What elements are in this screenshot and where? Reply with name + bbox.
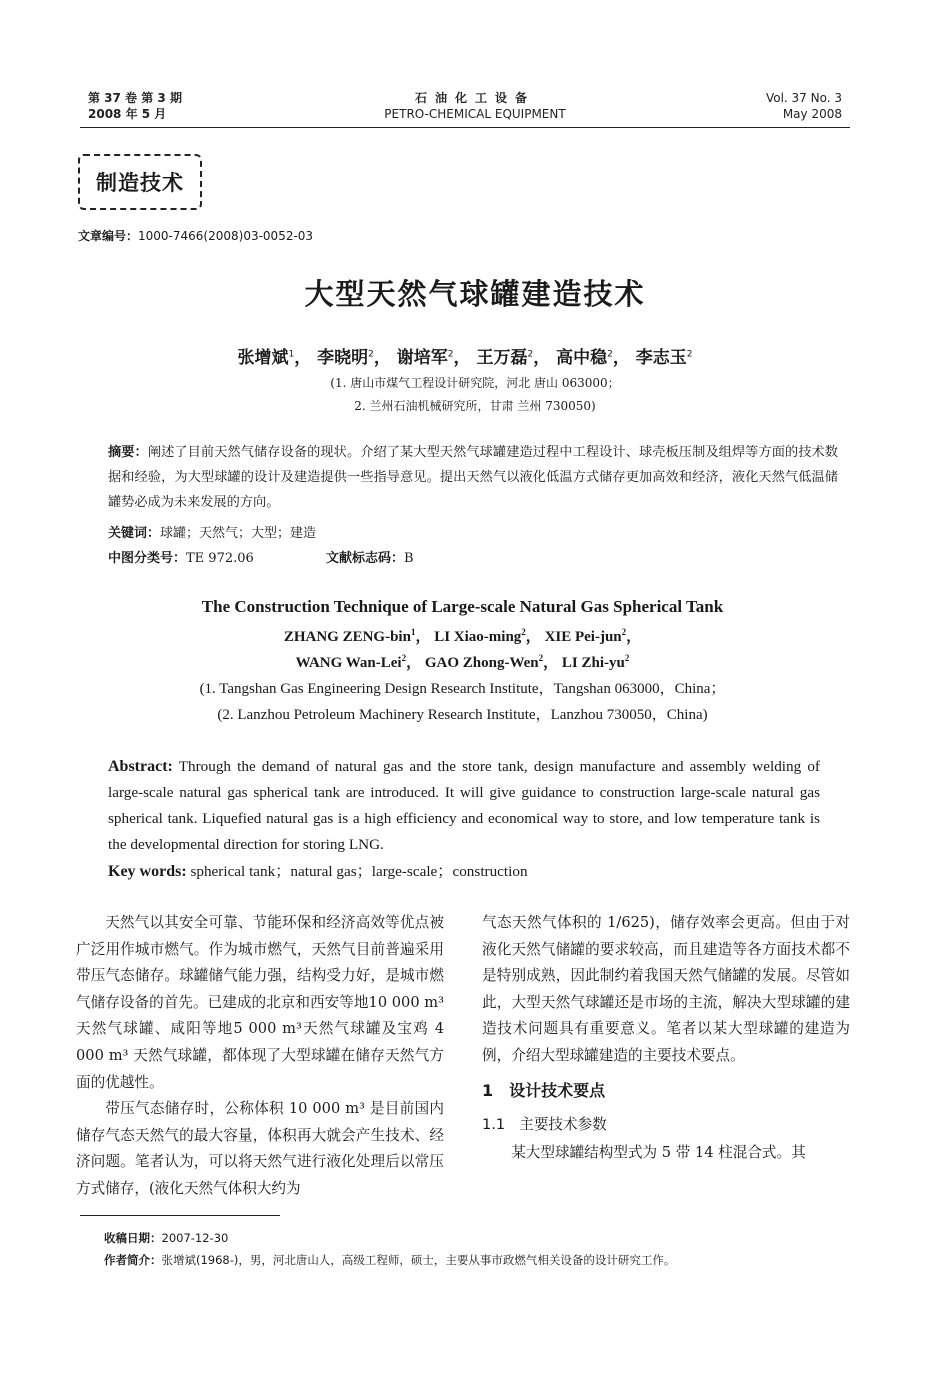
received-label: 收稿日期： <box>104 1231 162 1245</box>
abstract-cn-text: 阐述了目前天然气储存设备的现状。介绍了某大型天然气球罐建造过程中工程设计、球壳板压制及组焊等方面的技术数据和经验，为大型球罐的设计及建造提供一些指导意见。提出天然气以液化低温方式储存更加高效和经济，液化天然气低温储罐势必成为未来发展的方向。 <box>108 445 839 510</box>
abstract-en <box>108 754 820 858</box>
affiliation-cn-2: 2. 兰州石油机械研究所，甘肃 兰州 730050) <box>354 399 596 413</box>
author-bio-value: 张增斌(1968-)，男，河北唐山人，高级工程师，硕士，主要从事市政燃气相关设备的设计研究工作。 <box>161 1253 676 1267</box>
keywords-cn-text: 球罐；天然气；大型；建造 <box>160 526 317 541</box>
author-name-en: ZHANG ZENG-bin <box>283 629 411 645</box>
header-rule <box>80 127 850 128</box>
subsection-number: 1.1 <box>482 1115 506 1133</box>
issue-info-en <box>766 90 842 122</box>
section-title: 设计技术要点 <box>509 1080 606 1100</box>
received-value: 2007-12-30 <box>161 1231 229 1245</box>
authors-en-line-2: WANG Wan-Lei$^2$， GAO Zhong-Wen$^2$， LI Zhi-$yu^2$ <box>295 653 630 671</box>
journal-name-en: PETRO-CHEMICAL EQUIPMENT <box>384 107 566 121</box>
author-name-en: LI Xiao-ming <box>434 629 522 645</box>
author-name: 张增斌 <box>237 348 289 368</box>
body-column-right <box>482 910 850 1166</box>
abstract-cn <box>108 440 838 515</box>
author-sup: 2 <box>447 349 454 360</box>
author-sup: 2 <box>607 349 613 360</box>
clc-value: TE 972.06 <box>186 551 254 566</box>
body-paragraph: 某大型球罐结构型式为 5 带 14 柱混合式。其 <box>511 1143 806 1161</box>
section-heading <box>482 1076 850 1106</box>
clc-label: 中图分类号： <box>108 551 187 566</box>
section-number: 1 <box>482 1080 494 1100</box>
title-cn: 大型天然气球罐建造技术 <box>304 277 646 311</box>
doc-code-value: B <box>403 551 414 566</box>
publish-date-en: May 2008 <box>782 107 842 121</box>
author-name-en: XIE Pei-jun <box>544 629 622 645</box>
author-bio <box>104 1252 675 1268</box>
issue-info <box>88 90 182 122</box>
journal-name-cn: 石油化工设备 <box>414 91 535 105</box>
author-name: 高中稳 <box>556 348 608 368</box>
author-sup-en: 2 <box>621 627 627 637</box>
author-name: 李晓明 <box>317 348 369 368</box>
article-number <box>78 227 313 244</box>
author-sup-en: 1 <box>410 627 416 637</box>
publish-date: 2008 年 5 月 <box>88 107 167 121</box>
article-number-label: 文章编号： <box>78 229 139 243</box>
keywords-en <box>108 860 528 881</box>
volume-issue: 第 37 卷 第 3 期 <box>88 91 182 105</box>
author-sup: 2 <box>368 349 374 360</box>
author-sup: 1 <box>288 349 295 360</box>
abstract-en-label: Abstract: <box>108 758 173 775</box>
affiliation-cn-1: (1. 唐山市煤气工程设计研究院，河北 唐山 063000； <box>330 376 620 390</box>
abstract-en-text: Through the demand of natural gas and the store tank, design manufacture and assembly welding of large-scale natural gas spherical tank are introduced. It will give guidance to construction large-scale natural gas spherical tank. Liquefied natural gas is a high efficiency and economical way to store, and low temperature tank is the developmental direction for storing LNG. <box>108 758 820 853</box>
body-paragraph: 带压气态储存时，公称体积 10 000 m³ 是目前国内储存气态天然气的最大容量，体积再大就会产生技术、经济问题。笔者认为，可以将天然气进行液化处理后以常压方式储存，(液化天然气体积大约为 <box>76 1100 444 1197</box>
title-en: The Construction Technique of Large-scale Natural Gas Spherical Tank <box>201 597 724 616</box>
affiliation-en-2: (2. Lanzhou Petroleum Machinery Research Institute，Lanzhou 730050，China) <box>217 707 708 723</box>
author-sup-en: 2 <box>401 653 407 663</box>
volume-issue-en: Vol. 37 No. 3 <box>765 91 842 105</box>
authors-cn: 张增斌$^1$， 李晓明$^2$， 谢培军$^2$， 王万磊$^2$， 高中稳$^2$， 李志玉$^2$ <box>237 348 693 368</box>
keywords-cn-label: 关键词： <box>108 526 161 541</box>
section-tag: 制造技术 <box>78 154 202 210</box>
keywords-cn <box>108 522 316 541</box>
body-paragraph: 气态天然气体积的 1/625)，储存效率会更高。但由于对液化天然气储罐的要求较高，而且建造等各方面技术都不是特别成熟，因此制约着我国天然气储罐的发展。尽管如此，大型天然气球罐还是市场的主流，解决大型球罐的建造技术问题具有重要意义。笔者以某大型球罐的建造为例，介绍大型球罐建造的主要技术要点。 <box>482 914 850 1064</box>
subsection-heading <box>482 1110 850 1140</box>
author-bio-label: 作者简介： <box>104 1253 162 1267</box>
authors-en-line-1: ZHANG ZENG-bin$^1$， LI Xiao-ming$^2$， XIE Pei-jun$^2$， <box>283 627 642 645</box>
author-name-en: LI Zhi-yu <box>561 655 625 671</box>
keywords-en-text: spherical tank；natural gas；large-scale；construction <box>190 863 528 880</box>
author-sup-en: 2 <box>624 653 630 663</box>
subsection-title: 主要技术参数 <box>519 1115 607 1133</box>
author-sup: 2 <box>527 349 534 360</box>
author-name: 李志玉 <box>635 348 687 368</box>
abstract-cn-label: 摘要： <box>108 445 148 460</box>
body-column-left <box>76 910 444 1203</box>
received-date <box>104 1230 228 1246</box>
keywords-en-label: Key words: <box>108 863 187 880</box>
author-sup-en: 2 <box>538 653 544 663</box>
affiliation-en-1: (1. Tangshan Gas Engineering Design Research Institute，Tangshan 063000，China； <box>199 681 726 697</box>
author-name: 王万磊 <box>476 348 528 368</box>
article-number-value: 1000-7466(2008)03-0052-03 <box>138 229 314 243</box>
classification <box>108 547 414 566</box>
body-paragraph: 天然气以其安全可靠、节能环保和经济高效等优点被广泛用作城市燃气。作为城市燃气，天然气目前普遍采用带压气态储存。球罐储气能力强，结构受力好，是城市燃气储存设备的首先。已建成的北京和西安等地10 000 m³天然气球罐、咸阳等地5 000 m³天然气球罐及宝鸡 4 000 m³ 天然气球罐，都体现了大型球罐在储存天然气方面的优越性。 <box>76 914 444 1091</box>
author-name: 谢培军 <box>396 348 448 368</box>
journal-name <box>300 90 650 122</box>
author-name-en: GAO Zhong-Wen <box>424 655 539 671</box>
author-name-en: WANG Wan-Lei <box>295 655 402 671</box>
author-sup-en: 2 <box>521 627 526 637</box>
footnote-rule <box>80 1215 280 1216</box>
doc-code-label: 文献标志码： <box>325 551 404 566</box>
author-sup: 2 <box>686 349 693 360</box>
